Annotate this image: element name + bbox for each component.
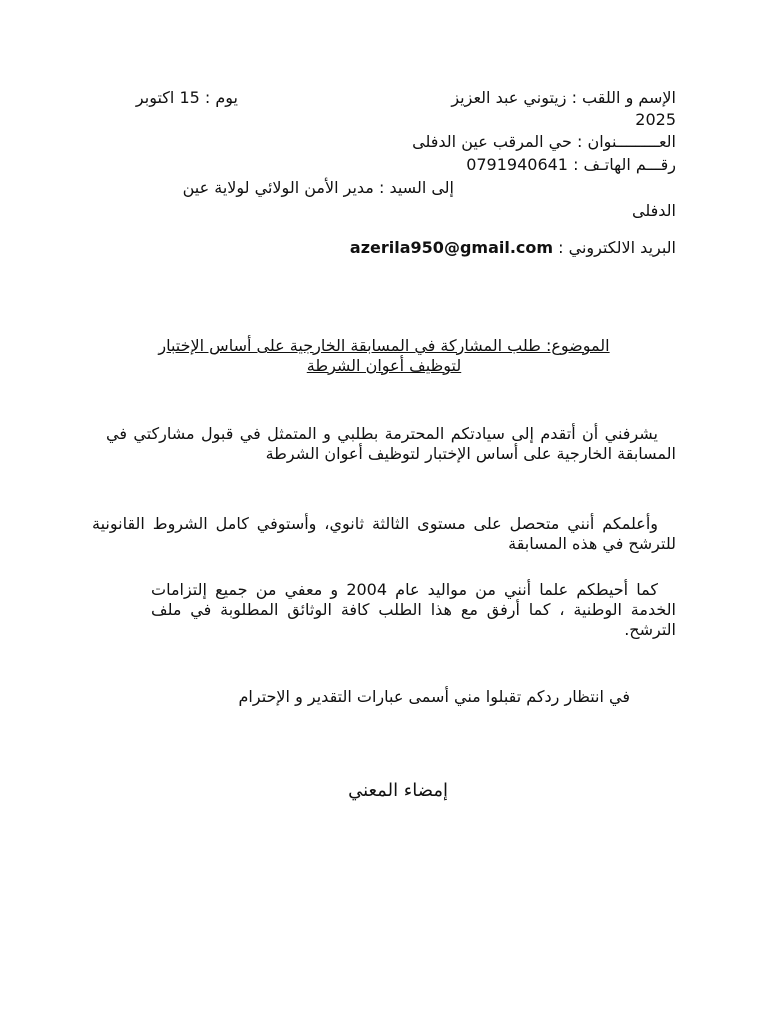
- subject: [92, 336, 676, 376]
- body-paragraph-3: كما أحيطكم علما أنني من مواليد عام 2004 و معفي من جميع إلتزامات الخدمة الوطنية ، كما أرفق مع هذا الطلب كافة الوثائق المطلوبة في ملف الترشح.: [151, 580, 676, 639]
- body-paragraph-2: وأعلمكم أنني متحصل على مستوى الثالثة ثانوي، وأستوفي كامل الشروط القانونية للترشح في هذه المسابقة: [92, 514, 676, 553]
- address-label: العـــــــــنوان :: [577, 132, 676, 151]
- subject-line-1: الموضوع: طلب المشاركة في المسابقة الخارجية على أساس الإختبار: [158, 336, 610, 355]
- email-label: البريد الالكتروني :: [558, 238, 676, 257]
- date-line: [136, 88, 238, 108]
- address-value: حي المرقب عين الدفلى: [412, 132, 572, 151]
- name-line: [451, 88, 676, 108]
- date-year: 2025: [635, 110, 676, 129]
- email-value: azerila950@gmail.com: [349, 238, 554, 257]
- closing-line: في انتظار ردكم تقبلوا مني أسمى عبارات التقدير و الإحترام: [238, 687, 630, 706]
- recipient-line-2: الدفلى: [632, 201, 676, 220]
- name-label: الإسم و اللقب :: [571, 88, 676, 107]
- date-value: 15 اكتوبر: [135, 88, 200, 107]
- body-paragraph-1: يشرفني أن أتقدم إلى سيادتكم المحترمة بطلبي و المتمثل في قبول مشاركتي في المسابقة الخارجية على أساس الإختبار لتوظيف أعوان الشرطة: [106, 424, 676, 463]
- name-value: زيتوني عبد العزيز: [451, 88, 567, 107]
- phone-label: رقـــم الهاتـف :: [573, 155, 676, 174]
- date-label: يوم :: [204, 88, 238, 107]
- subject-line-2: لتوظيف أعوان الشرطة: [306, 356, 462, 375]
- email-line: [350, 238, 676, 258]
- recipient-line-1: إلى السيد : مدير الأمن الولائي لولاية عين: [182, 178, 454, 197]
- address-line: [412, 132, 676, 152]
- phone-line: [466, 155, 676, 175]
- phone-value: 0791940641: [466, 155, 568, 174]
- signature-label: إمضاء المعني: [348, 780, 448, 801]
